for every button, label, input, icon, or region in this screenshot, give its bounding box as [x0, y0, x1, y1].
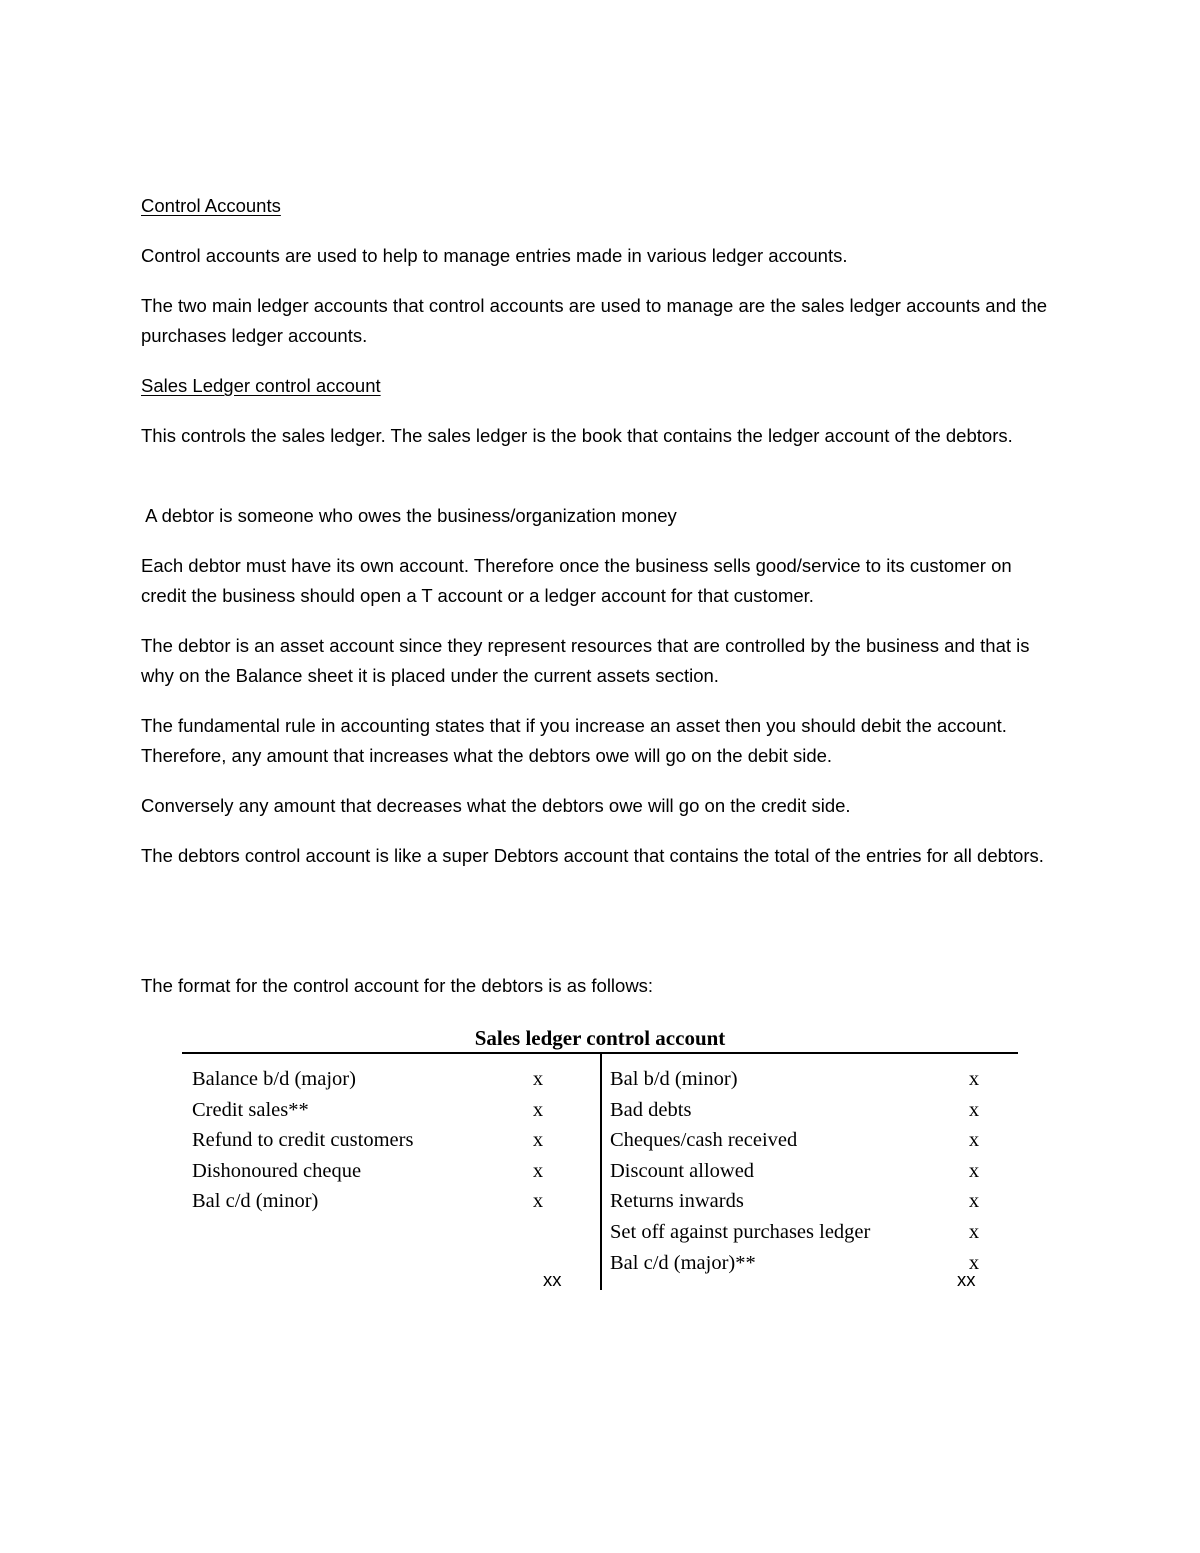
debit-entry-row	[182, 1095, 600, 1126]
fundamental-rule-paragraph: The fundamental rule in accounting states that if you increase an asset then you should debit the account. Therefore, any amount that increases what the debtors owe will go on the debit side.	[141, 715, 1007, 766]
credit-entry-amount: x	[968, 1159, 980, 1182]
credit-entry-label: Discount allowed	[610, 1159, 755, 1182]
debit-entry-row	[182, 1125, 600, 1156]
sales-ledger-heading: Sales Ledger control account	[141, 375, 381, 396]
debit-entry-amount: x	[532, 1129, 544, 1152]
debit-entry-amount: x	[532, 1159, 544, 1182]
debtor-definition-paragraph: A debtor is someone who owes the business/organization money	[141, 505, 677, 526]
controls-paragraph: This controls the sales ledger. The sales ledger is the book that contains the ledger account of the debtors.	[141, 425, 1013, 446]
asset-paragraph: The debtor is an asset account since they represent resources that are controlled by the business and that is why on the Balance sheet it is placed under the current assets section.	[141, 635, 1030, 686]
debit-entry-row	[182, 1186, 600, 1217]
credit-entry-label: Bal c/d (major)**	[610, 1251, 756, 1274]
super-account-paragraph: The debtors control account is like a super Debtors account that contains the total of the entries for all debtors.	[141, 845, 1044, 866]
debit-side	[182, 1064, 600, 1217]
debit-entry-label: Refund to credit customers	[192, 1129, 414, 1152]
debit-total: xx	[543, 1269, 562, 1290]
debit-entry-amount: x	[532, 1098, 544, 1121]
conversely-paragraph: Conversely any amount that decreases what the debtors owe will go on the credit side.	[141, 795, 851, 816]
page-title: Control Accounts	[141, 195, 281, 216]
credit-entry-label: Bad debts	[610, 1098, 692, 1121]
t-account-title: Sales ledger control account	[474, 1026, 726, 1050]
each-debtor-paragraph: Each debtor must have its own account. Therefore once the business sells good/service to its customer on credit the business should open a T account or a ledger account for that customer.	[141, 555, 1012, 606]
credit-entry-row	[602, 1217, 1020, 1248]
credit-entry-row	[602, 1125, 1020, 1156]
credit-entry-label: Cheques/cash received	[610, 1129, 798, 1152]
credit-entry-amount: x	[968, 1068, 980, 1090]
credit-side	[602, 1064, 1020, 1278]
credit-entry-row	[602, 1095, 1020, 1126]
debit-entry-label: Balance b/d (major)	[192, 1068, 356, 1090]
credit-total: xx	[957, 1269, 976, 1290]
credit-entry-row	[602, 1064, 1020, 1095]
credit-entry-amount: x	[968, 1251, 980, 1274]
debit-entry-amount: x	[532, 1190, 544, 1213]
intro-paragraph: Control accounts are used to help to manage entries made in various ledger accounts.	[141, 245, 848, 266]
credit-entry-label: Returns inwards	[610, 1190, 744, 1213]
debit-entry-row	[182, 1156, 600, 1187]
credit-entry-amount: x	[968, 1190, 980, 1213]
debit-entry-label: Bal c/d (minor)	[192, 1190, 319, 1213]
debit-entry-label: Dishonoured cheque	[192, 1159, 362, 1182]
credit-entry-label: Bal b/d (minor)	[610, 1068, 738, 1090]
two-main-ledgers-paragraph: The two main ledger accounts that control accounts are used to manage are the sales ledger accounts and the purchases ledger accounts.	[141, 295, 1048, 346]
sales-ledger-control-t-account	[182, 1024, 1018, 1274]
format-paragraph: The format for the control account for the debtors is as follows:	[141, 975, 654, 996]
debit-entry-row	[182, 1064, 600, 1095]
credit-entry-label: Set off against purchases ledger	[610, 1220, 871, 1243]
credit-entry-amount: x	[968, 1220, 980, 1243]
credit-entry-amount: x	[968, 1098, 980, 1121]
credit-entry-row	[602, 1186, 1020, 1217]
credit-entry-amount: x	[968, 1129, 980, 1152]
debit-entry-amount: x	[532, 1068, 544, 1090]
credit-entry-row	[602, 1156, 1020, 1187]
debit-entry-label: Credit sales**	[192, 1098, 309, 1121]
